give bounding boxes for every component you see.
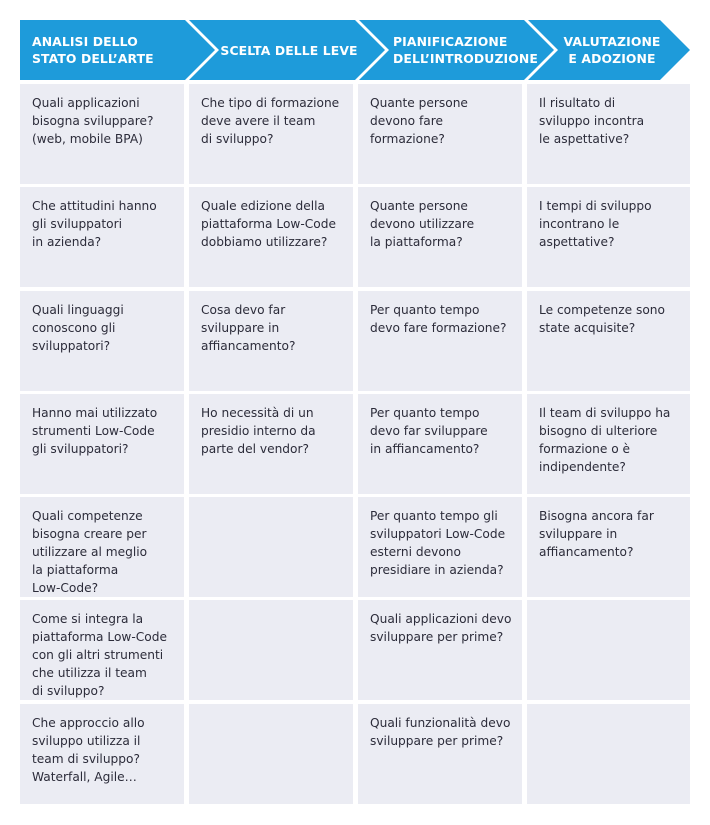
grid-cell-empty — [527, 600, 690, 700]
questions-grid — [20, 84, 690, 804]
grid-cell: Le competenze sono state acquisite? — [527, 291, 690, 391]
step-label-valutazione: VALUTAZIONE E ADOZIONE — [563, 34, 661, 66]
grid-cell: Quali linguaggi conoscono gli sviluppatori? — [20, 291, 184, 391]
step-label-pianificazione: PIANIFICAZIONE DELL’INTRODUZIONE — [393, 34, 538, 66]
step-label-scelta: SCELTA DELLE LEVE — [220, 42, 358, 58]
grid-cell-empty — [189, 704, 353, 804]
grid-cell: Hanno mai utilizzato strumenti Low-Code gli sviluppatori? — [20, 394, 184, 494]
grid-cell: Per quanto tempo devo fare formazione? — [358, 291, 522, 391]
grid-cell: Per quanto tempo devo far sviluppare in affiancamento? — [358, 394, 522, 494]
grid-cell: Quante persone devono utilizzare la piattaforma? — [358, 187, 522, 287]
grid-cell: Quali funzionalità devo sviluppare per prime? — [358, 704, 522, 804]
grid-cell: Bisogna ancora far sviluppare in affiancamento? — [527, 497, 690, 597]
grid-cell: Quante persone devono fare formazione? — [358, 84, 522, 184]
process-header — [20, 20, 690, 80]
grid-cell: Quali applicazioni bisogna sviluppare? (web, mobile BPA) — [20, 84, 184, 184]
grid-cell: Ho necessità di un presidio interno da parte del vendor? — [189, 394, 353, 494]
grid-cell: Che attitudini hanno gli sviluppatori in azienda? — [20, 187, 184, 287]
grid-cell: Quali competenze bisogna creare per utilizzare al meglio la piattaforma Low-Code? — [20, 497, 184, 597]
grid-cell: Quale edizione della piattaforma Low-Code dobbiamo utilizzare? — [189, 187, 353, 287]
grid-cell: Che approccio allo sviluppo utilizza il team di sviluppo? Waterfall, Agile… — [20, 704, 184, 804]
step-label-analisi: ANALISI DELLO STATO DELL’ARTE — [32, 34, 154, 66]
grid-cell: Per quanto tempo gli sviluppatori Low-Code esterni devono presidiare in azienda? — [358, 497, 522, 597]
grid-cell: Come si integra la piattaforma Low-Code con gli altri strumenti che utilizza il team di sviluppo? — [20, 600, 184, 700]
grid-cell: Che tipo di formazione deve avere il team di sviluppo? — [189, 84, 353, 184]
grid-cell-empty — [189, 600, 353, 700]
grid-cell: Cosa devo far sviluppare in affiancamento? — [189, 291, 353, 391]
grid-cell: Quali applicazioni devo sviluppare per prime? — [358, 600, 522, 700]
grid-cell: Il team di sviluppo ha bisogno di ulteriore formazione o è indipendente? — [527, 394, 690, 494]
grid-cell-empty — [527, 704, 690, 804]
grid-cell: Il risultato di sviluppo incontra le aspettative? — [527, 84, 690, 184]
grid-cell-empty — [189, 497, 353, 597]
grid-cell: I tempi di sviluppo incontrano le aspettative? — [527, 187, 690, 287]
